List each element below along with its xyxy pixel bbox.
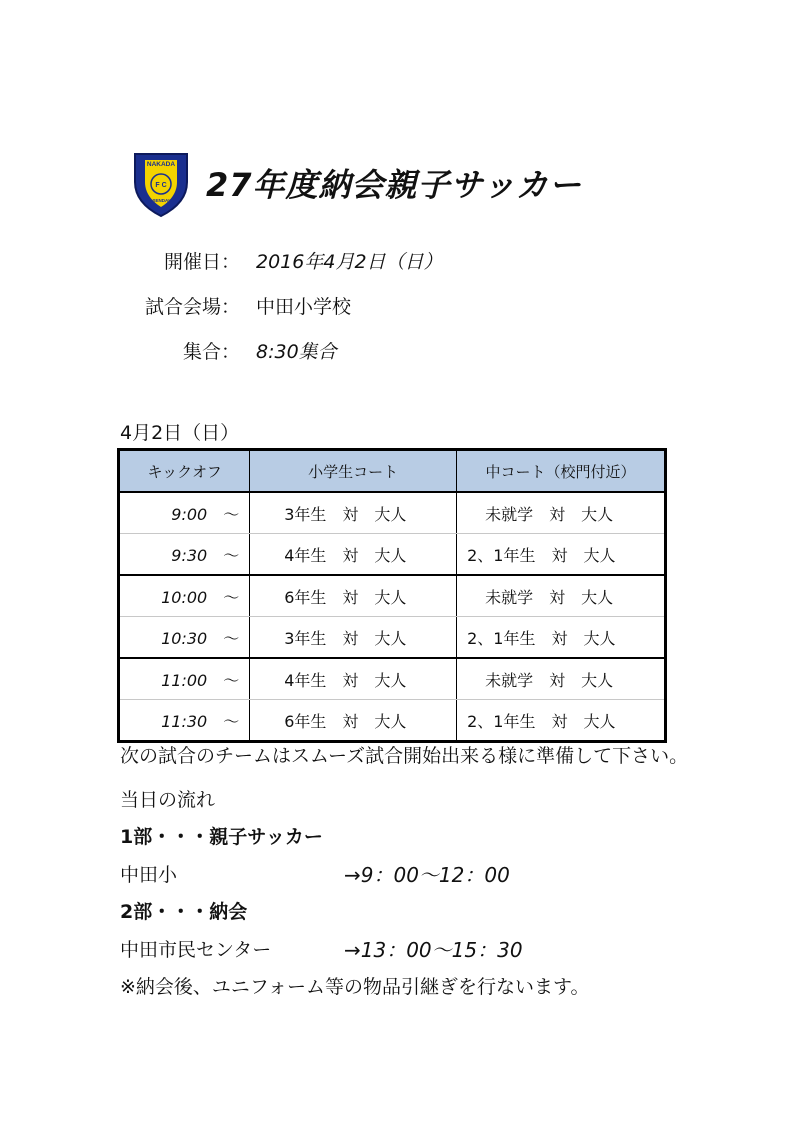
meeting-value: 8:30集合	[256, 341, 337, 363]
schedule-table	[117, 448, 667, 743]
meeting-label: 集合：	[182, 341, 240, 363]
elementary-court-match: 6年生 対 大人	[250, 700, 457, 742]
part2-time: →13：00～15：30	[344, 938, 523, 962]
date-value: 2016年4月2日（日）	[256, 251, 443, 273]
header-middle-court: 中コート（校門付近）	[457, 450, 666, 493]
elementary-court-match: 3年生 対 大人	[250, 492, 457, 534]
elementary-court-match: 4年生 対 大人	[250, 658, 457, 700]
club-crest-logo	[133, 152, 189, 218]
flow-heading: 当日の流れ	[120, 789, 216, 811]
middle-court-match: 未就学 対 大人	[457, 492, 666, 534]
venue-label: 試合会場：	[144, 296, 240, 318]
middle-court-match: 未就学 対 大人	[457, 658, 666, 700]
table-row	[119, 492, 666, 534]
venue-value: 中田小学校	[256, 296, 352, 318]
elementary-court-match: 6年生 対 大人	[250, 575, 457, 617]
part1-time: →9：00～12：00	[344, 863, 510, 887]
schedule-date-heading: 4月2日（日）	[120, 422, 240, 444]
page-title: 27年度納会親子サッカー	[206, 166, 582, 204]
part2-place: 中田市民センター	[120, 939, 272, 961]
kickoff-time: 10:00 ～	[119, 575, 250, 617]
elementary-court-match: 3年生 対 大人	[250, 617, 457, 659]
kickoff-time: 11:00 ～	[119, 658, 250, 700]
table-row	[119, 658, 666, 700]
kickoff-time: 9:00 ～	[119, 492, 250, 534]
date-label: 開催日：	[163, 251, 240, 273]
header-elementary-court: 小学生コート	[250, 450, 457, 493]
kickoff-time: 10:30 ～	[119, 617, 250, 659]
logo-bottom-text: SENDAI	[152, 198, 170, 203]
header-kickoff: キックオフ	[119, 450, 250, 493]
kickoff-time: 11:30 ～	[119, 700, 250, 742]
middle-court-match: 未就学 対 大人	[457, 575, 666, 617]
next-match-note: 次の試合のチームはスムーズ試合開始出来る様に準備して下さい。	[120, 745, 689, 767]
footnote: ※納会後、ユニフォーム等の物品引継ぎを行ないます。	[120, 976, 590, 998]
logo-top-text: NAKADA	[146, 161, 176, 168]
elementary-court-match: 4年生 対 大人	[250, 534, 457, 576]
table-row	[119, 575, 666, 617]
table-row	[119, 617, 666, 659]
middle-court-match: 2、1年生 対 大人	[457, 700, 666, 742]
middle-court-match: 2、1年生 対 大人	[457, 534, 666, 576]
logo-middle-text: F C	[155, 182, 167, 189]
table-row	[119, 700, 666, 742]
part2-title: 2部・・・納会	[120, 901, 248, 923]
kickoff-time: 9:30 ～	[119, 534, 250, 576]
part1-place: 中田小	[120, 864, 178, 886]
table-row	[119, 534, 666, 576]
middle-court-match: 2、1年生 対 大人	[457, 617, 666, 659]
part1-title: 1部・・・親子サッカー	[120, 826, 323, 848]
table-header-row	[119, 450, 666, 493]
